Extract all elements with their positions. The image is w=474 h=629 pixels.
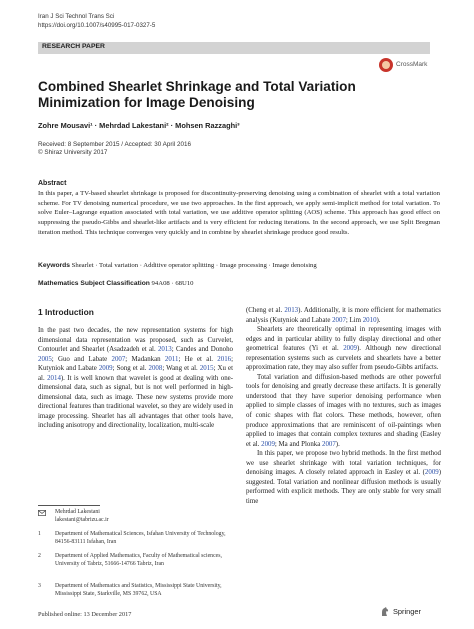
article-type-label: RESEARCH PAPER [42, 43, 105, 50]
envelope-icon [38, 510, 46, 516]
citation-link[interactable]: 2007 [332, 316, 346, 324]
keywords-line [38, 262, 440, 269]
corresponding-author [38, 509, 238, 527]
article-type-band [38, 42, 430, 54]
body-paragraph: In this paper, we propose two hybrid methods. In the first method we use shearlet shrinkage with total variation techniques, for denoising images. A closely related approach in Easley et al. (2009) suggested. Total variation and nonlinear diffusion methods is usually performed with explicit methods. They are only stable for very small time [246, 450, 441, 505]
intro-paragraph: In the past two decades, the new representation systems for high dimensional data representation was proposed, such as Curvelet, Contourlet and Shearlet (Asadzadeh et al. 2013; Candes and Donoho 2005; Guo and Labate 2007; Madankan 2011; He et al. 2016; Kutyniok and Labate 2009; Song et al. 2008; Wang et al. 2015; Xu et al. 2014). It is well known that wavelet is good at dealing with one-dimensional data, such as signal, but is not well performed in high-dimensional data, such as image. These new systems provide more directional features than traditional wavelet, so they are widely used in image processing. Shearlet has all advantages that other tools have, including anisotropy and directionality, localization, multi-scale [38, 327, 234, 430]
body-paragraph: Total variation and diffusion-based methods are other powerful tools for denoising and greatly decrease these artifacts. It is generally understood that they have superior denoising performance when applied to simple classes of images with no textures, such as images of conic shapes with flat colors. These methods, however, often produce approximations that are reminiscent of oil-paintings when applied to images that contain complex textures and shading (Easley et al. 2009; Ma and Plonka 2007). [246, 373, 441, 448]
crossmark-icon [379, 58, 393, 72]
journal-header [38, 13, 155, 30]
received-accepted: Received: 8 September 2015 / Accepted: 30 April 2016 [38, 141, 191, 148]
springer-label: Springer [393, 607, 421, 616]
citation-link[interactable]: 2009 [343, 345, 357, 353]
citation-link[interactable]: 2005 [38, 355, 52, 363]
citation-link[interactable]: 2009 [424, 469, 439, 477]
body-paragraph: Shearlets are theoretically optimal in representing images with edges and in particular ability to fully display directional and other geometrical features (Yi et al. 2009). Although new directional representation systems such as curvelets and shearlets have a better approximation rate, they may also suffer from pseudo-Gibbs artifacts. [246, 326, 442, 372]
crossmark-badge[interactable] [379, 58, 437, 72]
journal-name: Iran J Sci Technol Trans Sci [38, 13, 115, 20]
abstract-text: In this paper, a TV-based shearlet shrinkage is proposed for discontinuity-preserving denoising using a combination of shearlet with a total variation scheme. For TV denoising numerical procedure, we use two approaches. In the first approach, we apply semi-implicit method for total variation. To solve Euler–Lagrange equation associated with total variation, we use additive operator splitting (AOS) scheme. This approach has good effect on suppressing the pseudo-Gibbs and shearlet-like artifacts and is very efficient for reducing iterations. In the second approach, we use Split Bregman iteration method. This technique converges very quickly and in combine by shearlet shrinkage produce good results. [38, 190, 440, 236]
crossmark-label: CrossMark [396, 61, 428, 68]
affiliation-3: 3 Department of Mathematics and Statistics, Mississippi State University, Mississippi State, Starkville, MS 39762, USA [38, 583, 222, 597]
citation-link[interactable]: 2013 [284, 307, 299, 314]
citation-link[interactable]: 2013 [157, 346, 172, 354]
citation-link[interactable]: 2010 [362, 316, 377, 324]
corresponding-email[interactable]: lakestani@tabrizu.ac.ir [55, 517, 109, 523]
citation-link[interactable]: 2011 [164, 355, 179, 363]
citation-link[interactable]: 2007 [322, 440, 336, 448]
msc-text: 94A08 · 68U10 [151, 280, 194, 287]
citation-link[interactable]: 2015 [199, 365, 214, 373]
body-right-column [246, 306, 441, 506]
citation-link[interactable]: 2007 [111, 355, 126, 363]
body-paragraph: (Cheng et al. 2013). Additionally, it is more efficient for mathematics analysis (Kutyniok and Labate 2007; Lim 2010). [246, 307, 441, 324]
citation-link[interactable]: 2009 [98, 365, 113, 373]
article-dates [38, 141, 191, 158]
msc-label: Mathematics Subject Classification [38, 280, 150, 287]
paper-title: Combined Shearlet Shrinkage and Total Variation Minimization for Image Denoising [38, 79, 356, 110]
citation-link[interactable]: 2008 [148, 365, 163, 373]
author-list: Zohre Mousavi¹ · Mehrdad Lakestani² · Mohsen Razzaghi³ [38, 121, 240, 130]
corresponding-name: Mehrdad Lakestani [55, 509, 100, 515]
springer-logo [380, 606, 440, 618]
affiliation-2: 2 Department of Applied Mathematics, Faculty of Mathematical sciences, University of Tabriz, 51666-14766 Tabriz, Iran [38, 553, 222, 567]
springer-horse-icon [380, 606, 390, 617]
doi-link[interactable]: https://doi.org/10.1007/s40995-017-0327-5 [38, 21, 156, 29]
keywords-label: Keywords [38, 262, 70, 269]
published-date: Published online: 13 December 2017 [38, 611, 132, 618]
body-left-column [38, 326, 233, 431]
keywords-text: Shearlet · Total variation · Additive operator splitting · Image processing · Image denoising [71, 262, 317, 269]
msc-line [38, 280, 194, 287]
citation-link[interactable]: 2009 [261, 440, 275, 448]
affiliation-1: 1 Department of Mathematical Sciences, Isfahan University of Technology, 84156-83111 Isfahan, Iran [38, 531, 226, 545]
abstract-heading: Abstract [38, 180, 67, 187]
copyright-line: © Shiraz University 2017 [38, 149, 108, 157]
section-heading: 1 Introduction [38, 307, 94, 317]
citation-link[interactable]: 2014 [47, 374, 61, 382]
citation-link[interactable]: 2016 [217, 355, 232, 363]
footnote-rule [38, 505, 100, 506]
